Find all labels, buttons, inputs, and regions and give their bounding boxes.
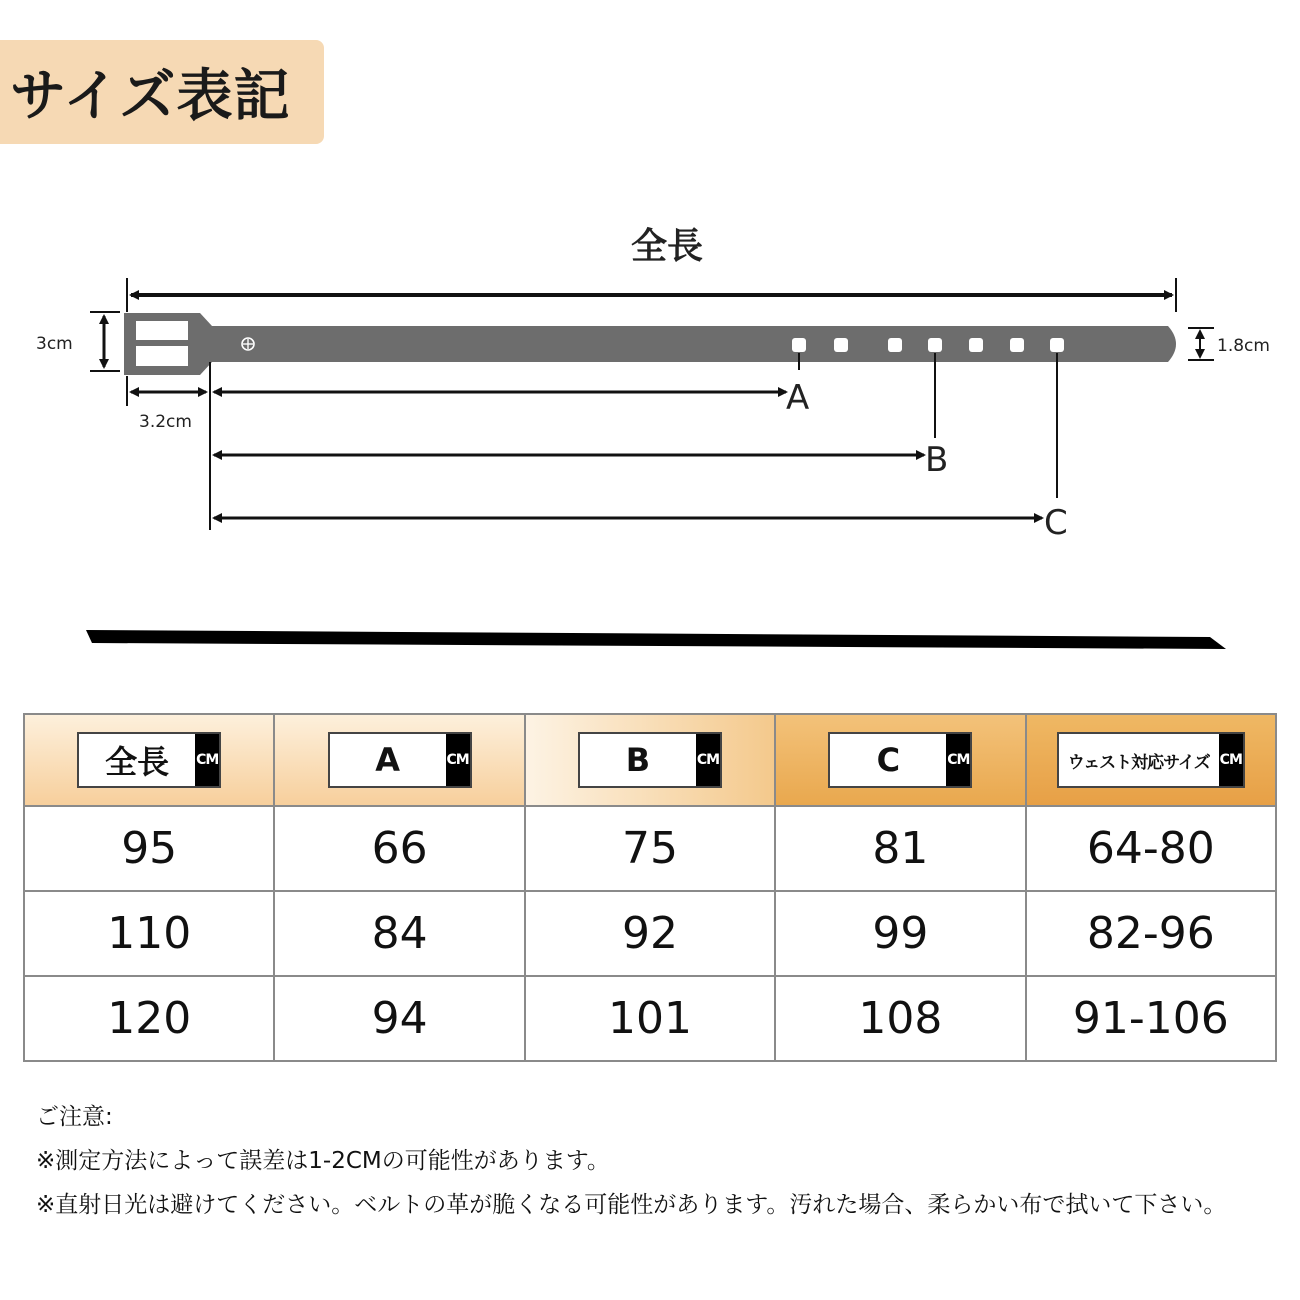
header-label: 全長 — [105, 743, 170, 781]
table-cell: 101 — [525, 976, 775, 1061]
unit-badge: CM — [195, 734, 219, 786]
header-label-box — [578, 732, 722, 788]
header-total-length — [24, 714, 274, 806]
table-cell: 82-96 — [1026, 891, 1276, 976]
table-row — [24, 976, 1276, 1061]
header-label-box — [77, 732, 221, 788]
unit-badge: CM — [446, 734, 470, 786]
total-length-label: 全長 — [630, 226, 704, 267]
tip-width-label: 1.8cm — [1217, 336, 1270, 356]
table-cell: 75 — [525, 806, 775, 891]
table-row — [24, 891, 1276, 976]
belt-hole — [969, 338, 983, 352]
table-cell: 99 — [775, 891, 1025, 976]
table-header-row — [24, 714, 1276, 806]
table-cell: 66 — [274, 806, 524, 891]
header-label-box — [828, 732, 972, 788]
table-cell: 108 — [775, 976, 1025, 1061]
buckle-opening-top — [136, 321, 188, 340]
belt-hole — [834, 338, 848, 352]
notes-line: ※直射日光は避けてください。ベルトの革が脆くなる可能性があります。汚れた場合、柔らかい布で拭いて下さい。 — [36, 1192, 1227, 1218]
page-title: サイズ表記 — [10, 64, 291, 129]
belt-strap — [205, 326, 1176, 362]
table-cell: 81 — [775, 806, 1025, 891]
table-row — [24, 806, 1276, 891]
belt-hole — [1010, 338, 1024, 352]
header-c — [775, 714, 1025, 806]
table-cell: 84 — [274, 891, 524, 976]
buckle-width-label: 3.2cm — [139, 412, 192, 432]
table-cell: 120 — [24, 976, 274, 1061]
belt-hole — [792, 338, 806, 352]
header-a — [274, 714, 524, 806]
table-cell: 110 — [24, 891, 274, 976]
notes-heading: ご注意: — [36, 1104, 113, 1130]
title-banner — [0, 40, 324, 144]
header-label: C — [876, 741, 901, 779]
belt-hole — [888, 338, 902, 352]
header-b — [525, 714, 775, 806]
unit-badge: CM — [946, 734, 970, 786]
header-label: B — [625, 741, 651, 779]
belt-hole — [928, 338, 942, 352]
table-cell: 64-80 — [1026, 806, 1276, 891]
header-label-box — [1057, 732, 1245, 788]
section-divider — [0, 615, 1300, 655]
header-label: A — [375, 741, 400, 779]
buckle-opening-bottom — [136, 346, 188, 366]
table-cell: 92 — [525, 891, 775, 976]
buckle-height-label: 3cm — [36, 334, 73, 354]
header-label: ウェスト対応サイズ — [1067, 752, 1210, 773]
unit-badge: CM — [1219, 734, 1243, 786]
dimension-b-label: B — [925, 440, 949, 480]
belt-hole — [1050, 338, 1064, 352]
header-label-box — [328, 732, 472, 788]
notes-line: ※測定方法によって誤差は1-2CMの可能性があります。 — [36, 1148, 610, 1174]
header-waist-size — [1026, 714, 1276, 806]
dimension-c-label: C — [1044, 503, 1068, 543]
table-cell: 94 — [274, 976, 524, 1061]
notes-section — [36, 1095, 1276, 1227]
dimension-a-label: A — [786, 378, 810, 418]
belt-diagram — [0, 200, 1300, 560]
unit-badge: CM — [696, 734, 720, 786]
table-cell: 95 — [24, 806, 274, 891]
size-table — [23, 713, 1277, 1062]
table-cell: 91-106 — [1026, 976, 1276, 1061]
